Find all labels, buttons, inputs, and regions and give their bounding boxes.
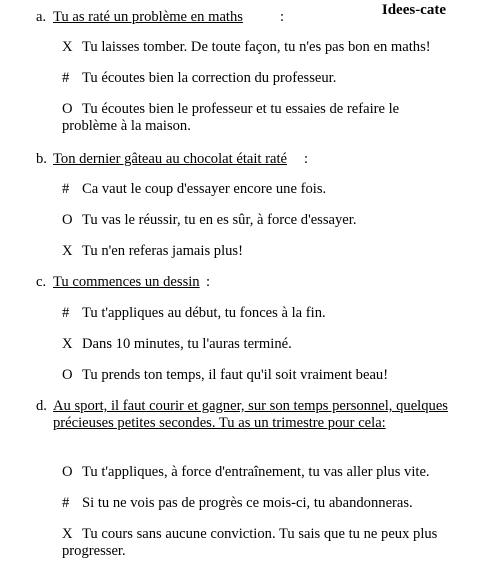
option-text: Tu cours sans aucune conviction. Tu sais que tu ne peux plus progresser.	[62, 526, 438, 559]
option-a-1	[62, 39, 462, 56]
question-suffix: :	[304, 151, 309, 167]
option-text: Ca vaut le coup d'essayer encore une fois.	[82, 181, 327, 197]
option-mark: X	[62, 39, 73, 55]
question-text: Tu as raté un problème en maths	[53, 9, 243, 25]
option-a-2	[62, 70, 462, 87]
question-letter: b.	[36, 151, 47, 167]
question-letter: d.	[36, 398, 47, 414]
option-b-3	[62, 243, 462, 260]
option-text: Tu écoutes bien la correction du professeur.	[82, 70, 337, 86]
option-mark: #	[62, 495, 70, 511]
option-d-3	[62, 526, 462, 560]
option-a-3	[62, 101, 430, 135]
option-mark: #	[62, 181, 70, 197]
option-mark: #	[62, 305, 70, 321]
option-text: Si tu ne vois pas de progrès ce mois-ci, tu abandonneras.	[82, 495, 413, 511]
option-text: Tu n'en referas jamais plus!	[82, 243, 243, 259]
option-text: Tu prends ton temps, il faut qu'il soit vraiment beau!	[82, 367, 389, 383]
brand-title: Idees-cate	[381, 2, 446, 18]
option-mark: O	[62, 212, 73, 228]
option-b-1	[62, 181, 462, 198]
option-mark: X	[62, 243, 73, 259]
question-suffix: :	[280, 9, 285, 25]
option-text: Tu t'appliques, à force d'entraînement, tu vas aller plus vite.	[82, 464, 430, 480]
option-d-2	[62, 495, 462, 512]
option-mark: X	[62, 526, 73, 542]
option-text: Tu t'appliques au début, tu fonces à la fin.	[82, 305, 326, 321]
option-b-2	[62, 212, 462, 229]
option-text: Tu laisses tomber. De toute façon, tu n'es pas bon en maths!	[82, 39, 431, 55]
option-text: Tu écoutes bien le professeur et tu essaies de refaire le problème à la maison.	[62, 101, 400, 134]
question-suffix: :	[206, 274, 211, 290]
question-text: Au sport, il faut courir et gagner, sur son temps personnel, quelques précieuses petites secondes. Tu as un trimestre pour cela:	[53, 398, 448, 431]
option-text: Dans 10 minutes, tu l'auras terminé.	[82, 336, 292, 352]
question-text: Tu commences un dessin	[53, 274, 200, 290]
question-text: Ton dernier gâteau au chocolat était raté	[53, 151, 287, 167]
option-mark: X	[62, 336, 73, 352]
option-mark: #	[62, 70, 70, 86]
question-letter: a.	[36, 9, 47, 25]
question-letter: c.	[36, 274, 47, 290]
option-text: Tu vas le réussir, tu en es sûr, à force d'essayer.	[82, 212, 357, 228]
option-mark: O	[62, 367, 73, 383]
option-mark: O	[62, 101, 73, 117]
option-c-3	[62, 367, 462, 384]
option-d-1	[62, 464, 462, 481]
option-c-2	[62, 336, 462, 353]
option-mark: O	[62, 464, 73, 480]
option-c-1	[62, 305, 462, 322]
